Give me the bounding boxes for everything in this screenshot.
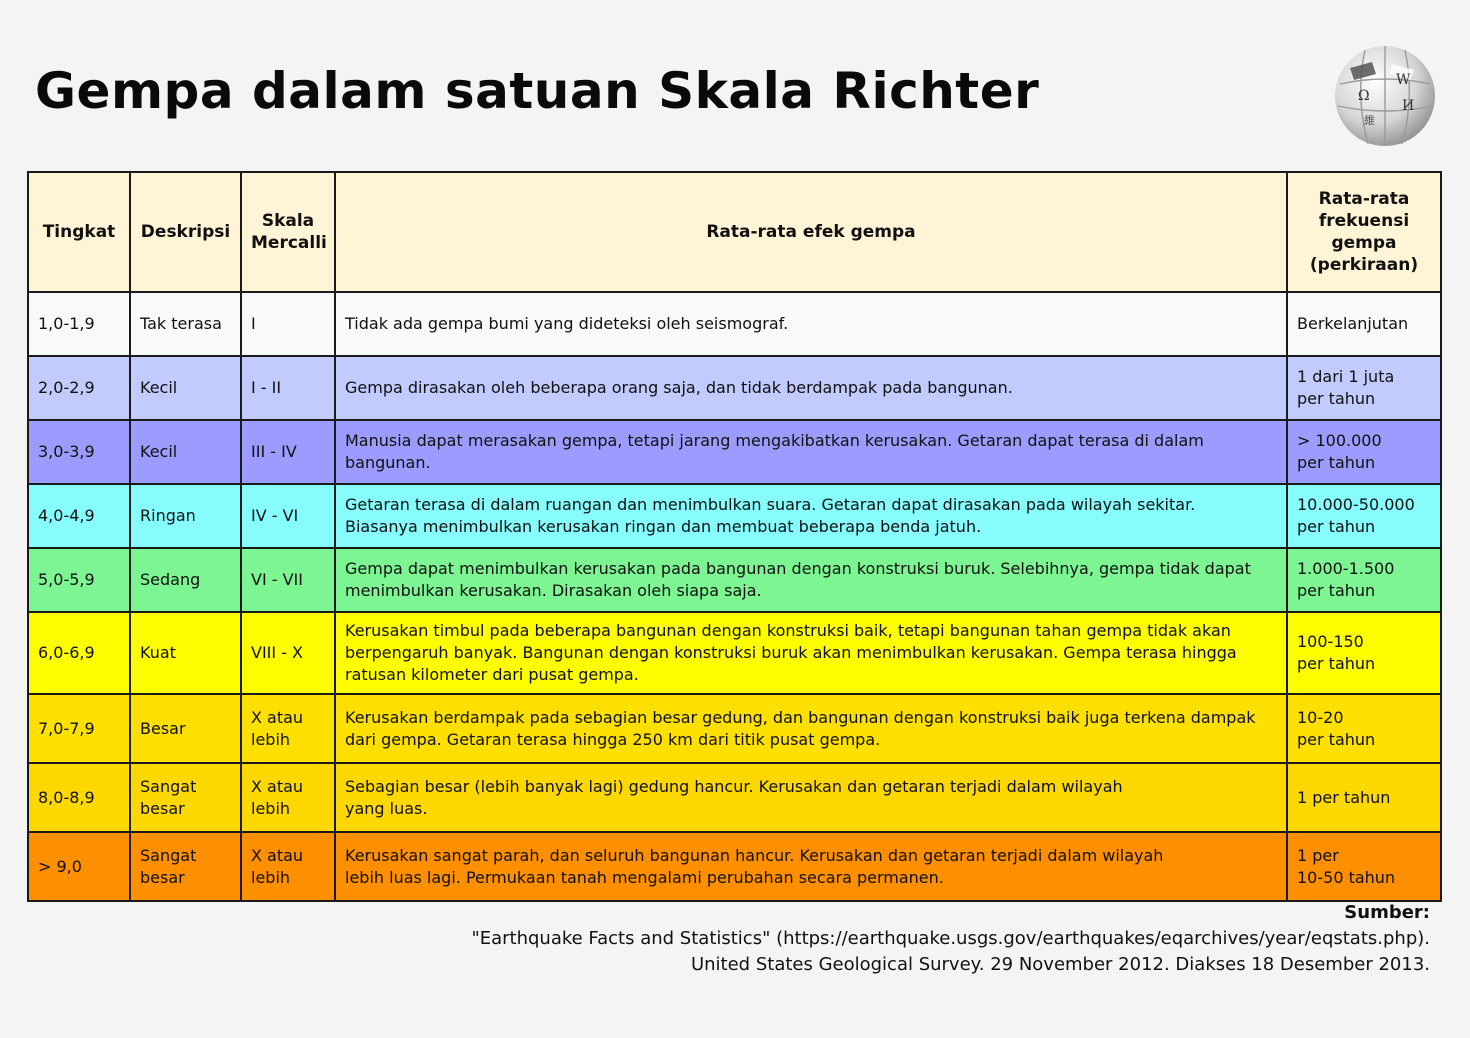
cell-tingkat: 2,0-2,9 <box>28 356 130 420</box>
table-row <box>28 292 1441 356</box>
table-row <box>28 420 1441 484</box>
cell-deskripsi: Kuat <box>130 612 241 694</box>
cell-deskripsi: Kecil <box>130 356 241 420</box>
cell-tingkat: 1,0-1,9 <box>28 292 130 356</box>
source-line-1: "Earthquake Facts and Statistics" (https://earthquake.usgs.gov/earthquakes/eqarchives/year/eqstats.php). <box>471 928 1430 949</box>
cell-efek: Gempa dirasakan oleh beberapa orang saja, dan tidak berdampak pada bangunan. <box>335 356 1287 420</box>
cell-tingkat: > 9,0 <box>28 832 130 901</box>
table-row <box>28 763 1441 832</box>
cell-deskripsi: Ringan <box>130 484 241 548</box>
wikipedia-globe-icon <box>1330 44 1440 148</box>
page-title: Gempa dalam satuan Skala Richter <box>35 62 1040 120</box>
source-label: Sumber: <box>1344 902 1430 923</box>
cell-frekuensi: > 100.000 per tahun <box>1287 420 1441 484</box>
cell-efek: Tidak ada gempa bumi yang dideteksi oleh seismograf. <box>335 292 1287 356</box>
cell-efek: Kerusakan timbul pada beberapa bangunan dengan konstruksi baik, tetapi bangunan tahan gempa tidak akan berpengaruh banyak. Bangunan dengan konstruksi buruk akan menimbulkan kerusakan. Gempa terasa hingga ratusan kilometer dari pusat gempa. <box>335 612 1287 694</box>
cell-tingkat: 6,0-6,9 <box>28 612 130 694</box>
cell-frekuensi: 100-150 per tahun <box>1287 612 1441 694</box>
cell-deskripsi: Besar <box>130 694 241 763</box>
table-header-row <box>28 172 1441 292</box>
cell-deskripsi: Tak terasa <box>130 292 241 356</box>
cell-tingkat: 3,0-3,9 <box>28 420 130 484</box>
header-frekuensi: Rata-rata frekuensi gempa (perkiraan) <box>1287 172 1441 292</box>
logo-glyph-w: W <box>1396 72 1411 88</box>
cell-tingkat: 7,0-7,9 <box>28 694 130 763</box>
cell-mercalli: IV - VI <box>241 484 335 548</box>
cell-efek: Gempa dapat menimbulkan kerusakan pada bangunan dengan konstruksi buruk. Selebihnya, gempa tidak dapat menimbulkan kerusakan. Dirasakan oleh siapa saja. <box>335 548 1287 612</box>
header-deskripsi: Deskripsi <box>130 172 241 292</box>
cell-efek: Kerusakan berdampak pada sebagian besar gedung, dan bangunan dengan konstruksi baik juga terkena dampak dari gempa. Getaran terasa hingga 250 km dari titik pusat gempa. <box>335 694 1287 763</box>
cell-efek: Sebagian besar (lebih banyak lagi) gedung hancur. Kerusakan dan getaran terjadi dalam wilayah yang luas. <box>335 763 1287 832</box>
cell-mercalli: I - II <box>241 356 335 420</box>
header-tingkat: Tingkat <box>28 172 130 292</box>
cell-tingkat: 8,0-8,9 <box>28 763 130 832</box>
cell-frekuensi: 1.000-1.500 per tahun <box>1287 548 1441 612</box>
logo-glyph-omega: Ω <box>1358 88 1370 104</box>
cell-efek: Kerusakan sangat parah, dan seluruh bangunan hancur. Kerusakan dan getaran terjadi dalam wilayah lebih luas lagi. Permukaan tanah mengalami perubahan secara permanen. <box>335 832 1287 901</box>
table-row <box>28 832 1441 901</box>
cell-tingkat: 5,0-5,9 <box>28 548 130 612</box>
cell-tingkat: 4,0-4,9 <box>28 484 130 548</box>
cell-frekuensi: Berkelanjutan <box>1287 292 1441 356</box>
cell-efek: Manusia dapat merasakan gempa, tetapi jarang mengakibatkan kerusakan. Getaran dapat terasa di dalam bangunan. <box>335 420 1287 484</box>
richter-scale-table <box>27 171 1442 902</box>
cell-mercalli: VI - VII <box>241 548 335 612</box>
cell-deskripsi: Kecil <box>130 420 241 484</box>
cell-deskripsi: Sangat besar <box>130 763 241 832</box>
table-row <box>28 612 1441 694</box>
cell-mercalli: X atau lebih <box>241 694 335 763</box>
cell-deskripsi: Sedang <box>130 548 241 612</box>
table-row <box>28 356 1441 420</box>
cell-mercalli: III - IV <box>241 420 335 484</box>
cell-efek: Getaran terasa di dalam ruangan dan menimbulkan suara. Getaran dapat dirasakan pada wilayah sekitar. Biasanya menimbulkan kerusakan ringan dan membuat beberapa benda jatuh. <box>335 484 1287 548</box>
cell-frekuensi: 10.000-50.000 per tahun <box>1287 484 1441 548</box>
source-line-2: United States Geological Survey. 29 November 2012. Diakses 18 Desember 2013. <box>690 954 1430 975</box>
cell-deskripsi: Sangat besar <box>130 832 241 901</box>
cell-mercalli: X atau lebih <box>241 832 335 901</box>
cell-frekuensi: 1 per tahun <box>1287 763 1441 832</box>
table-row <box>28 694 1441 763</box>
cell-frekuensi: 10-20 per tahun <box>1287 694 1441 763</box>
logo-glyph-i: И <box>1402 98 1415 114</box>
header-efek: Rata-rata efek gempa <box>335 172 1287 292</box>
logo-glyph-wei: 維 <box>1364 114 1375 127</box>
cell-frekuensi: 1 dari 1 juta per tahun <box>1287 356 1441 420</box>
cell-mercalli: X atau lebih <box>241 763 335 832</box>
header-mercalli: Skala Mercalli <box>241 172 335 292</box>
source-citation <box>471 900 1430 978</box>
cell-mercalli: VIII - X <box>241 612 335 694</box>
table-row <box>28 548 1441 612</box>
table-row <box>28 484 1441 548</box>
cell-mercalli: I <box>241 292 335 356</box>
cell-frekuensi: 1 per 10-50 tahun <box>1287 832 1441 901</box>
